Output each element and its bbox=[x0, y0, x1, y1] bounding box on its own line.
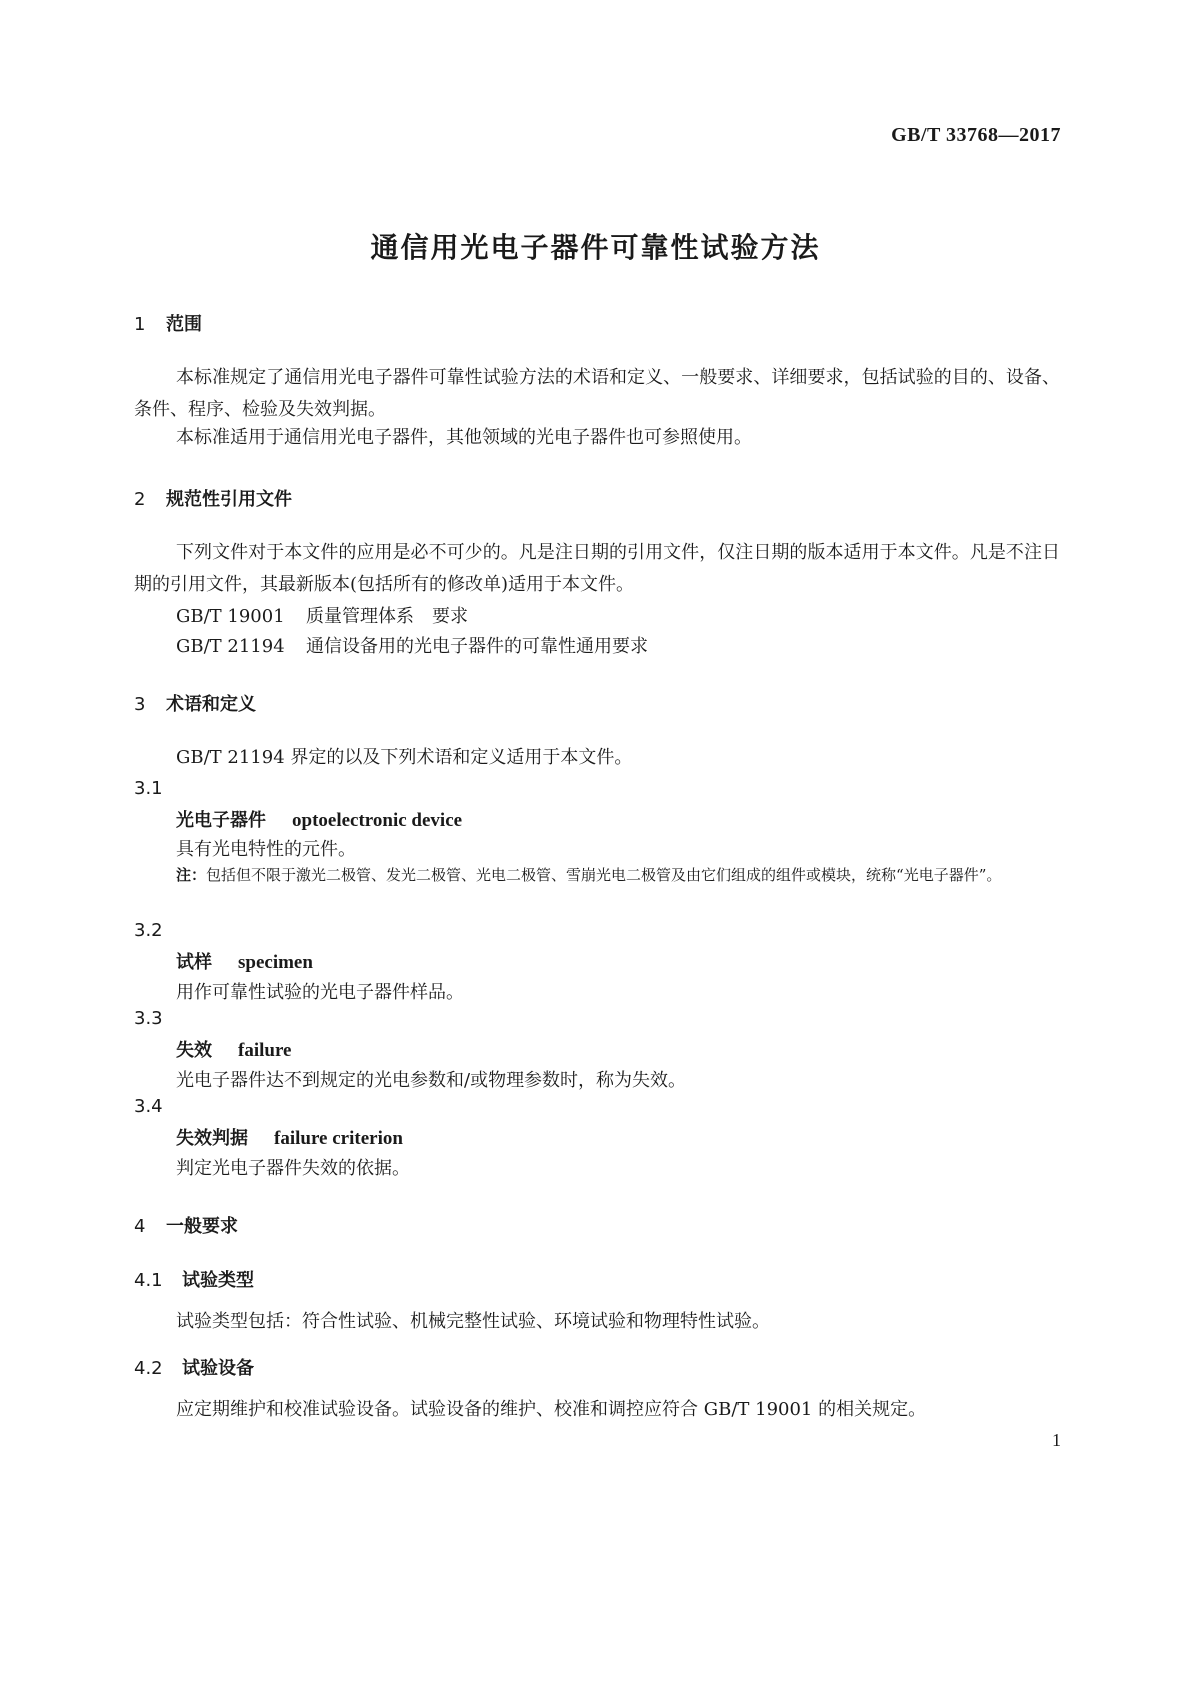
term-heading bbox=[176, 948, 313, 974]
note-text: 包括但不限于激光二极管、发光二极管、光电二极管、雪崩光电二极管及由它们组成的组件或模块，统称“光电子器件”。 bbox=[206, 866, 1002, 884]
term-english: failure bbox=[238, 1040, 292, 1061]
reference-code: GB/T 21194 bbox=[176, 636, 285, 657]
term-number: 3.4 bbox=[134, 1096, 163, 1117]
term-heading bbox=[176, 1036, 291, 1062]
term-definition: 用作可靠性试验的光电子器件样品。 bbox=[176, 982, 464, 1003]
section-title: 范围 bbox=[166, 314, 202, 335]
term-definition: 判定光电子器件失效的依据。 bbox=[176, 1158, 410, 1179]
reference-title: 质量管理体系 要求 bbox=[306, 606, 468, 627]
section-1-paragraph-1: 本标准规定了通信用光电子器件可靠性试验方法的术语和定义、一般要求、详细要求，包括试验的目的、设备、条件、程序、检验及失效判据。 bbox=[134, 367, 1060, 420]
subsection-number: 4.2 bbox=[134, 1358, 163, 1379]
section-number: 4 bbox=[134, 1216, 146, 1237]
term-chinese: 光电子器件 bbox=[176, 810, 266, 831]
section-number: 1 bbox=[134, 314, 146, 335]
section-number: 2 bbox=[134, 489, 146, 510]
subsection-heading bbox=[134, 1354, 254, 1380]
section-title: 一般要求 bbox=[166, 1216, 238, 1237]
section-3-paragraph-1: GB/T 21194 界定的以及下列术语和定义适用于本文件。 bbox=[176, 747, 633, 768]
reference-item bbox=[176, 602, 468, 628]
page-number: 1 bbox=[1052, 1430, 1061, 1450]
section-2-paragraph-1: 下列文件对于本文件的应用是必不可少的。凡是注日期的引用文件，仅注日期的版本适用于本文件。凡是不注日期的引用文件，其最新版本(包括所有的修改单)适用于本文件。 bbox=[134, 542, 1060, 595]
term-number: 3.2 bbox=[134, 920, 163, 941]
term-definition: 光电子器件达不到规定的光电参数和/或物理参数时，称为失效。 bbox=[176, 1070, 687, 1091]
section-2-heading bbox=[134, 485, 292, 511]
term-note bbox=[176, 862, 1086, 888]
subsection-number: 4.1 bbox=[134, 1270, 163, 1291]
term-chinese: 失效 bbox=[176, 1040, 212, 1061]
term-english: failure criterion bbox=[274, 1128, 403, 1149]
term-number: 3.3 bbox=[134, 1008, 163, 1029]
document-title: 通信用光电子器件可靠性试验方法 bbox=[370, 231, 821, 264]
term-chinese: 失效判据 bbox=[176, 1128, 248, 1149]
section-1-paragraph-2: 本标准适用于通信用光电子器件，其他领域的光电子器件也可参照使用。 bbox=[176, 427, 752, 448]
note-label: 注： bbox=[176, 866, 207, 884]
reference-code: GB/T 19001 bbox=[176, 606, 285, 627]
section-title: 术语和定义 bbox=[166, 694, 256, 715]
term-english: optoelectronic device bbox=[292, 810, 463, 831]
subsection-paragraph: 试验类型包括：符合性试验、机械完整性试验、环境试验和物理特性试验。 bbox=[176, 1311, 770, 1332]
section-number: 3 bbox=[134, 694, 146, 715]
subsection-paragraph: 应定期维护和校准试验设备。试验设备的维护、校准和调控应符合 GB/T 19001 的相关规定。 bbox=[176, 1399, 927, 1420]
term-number: 3.1 bbox=[134, 778, 163, 799]
subsection-title: 试验设备 bbox=[182, 1358, 254, 1379]
reference-item bbox=[176, 632, 648, 658]
section-3-heading bbox=[134, 690, 256, 716]
section-1-heading bbox=[134, 310, 202, 336]
term-heading bbox=[176, 1124, 403, 1150]
reference-title: 通信设备用的光电子器件的可靠性通用要求 bbox=[306, 636, 648, 657]
subsection-heading bbox=[134, 1266, 254, 1292]
term-definition: 具有光电特性的元件。 bbox=[176, 839, 356, 860]
term-heading bbox=[176, 806, 462, 832]
section-title: 规范性引用文件 bbox=[166, 489, 292, 510]
section-4-heading bbox=[134, 1212, 238, 1238]
term-english: specimen bbox=[238, 952, 313, 973]
term-chinese: 试样 bbox=[176, 952, 212, 973]
standard-code: GB/T 33768—2017 bbox=[891, 124, 1061, 146]
subsection-title: 试验类型 bbox=[182, 1270, 254, 1291]
